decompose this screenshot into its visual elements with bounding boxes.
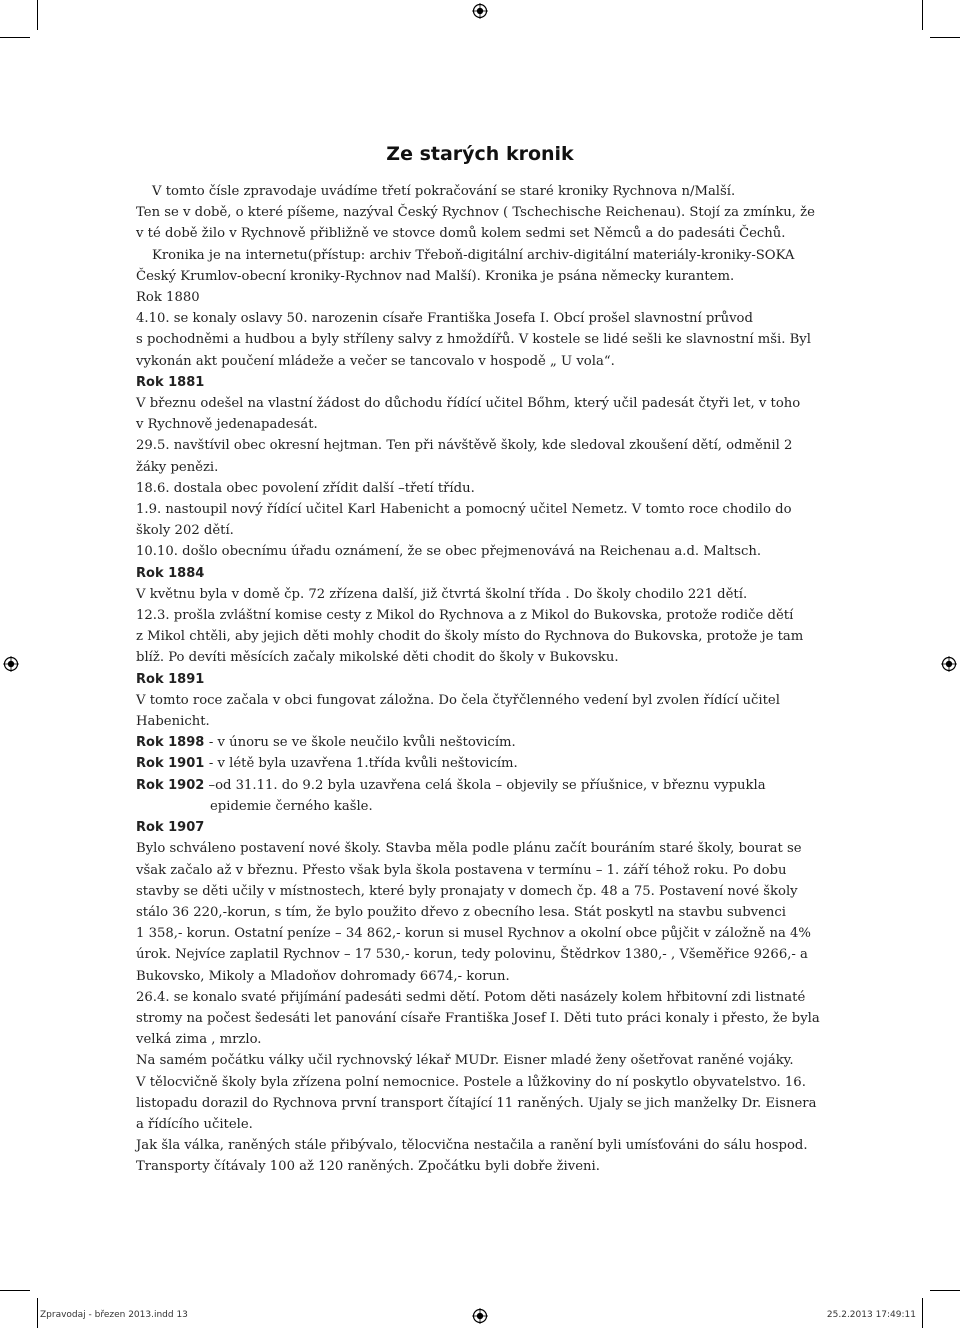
text-line: listopadu dorazil do Rychnova první transport čítající 11 raněných. Ujaly se jich manželky Dr. Eisnera — [136, 1095, 817, 1111]
text-line — [136, 775, 826, 796]
text-line — [136, 753, 826, 774]
text-line: stavby se děti učily v místnostech, které byly pronajaty v domech čp. 48 a 75. Postavení nové školy — [136, 883, 798, 899]
section-heading: Rok 1891 — [136, 671, 205, 687]
registration-mark-icon — [3, 656, 19, 672]
crop-mark — [0, 1290, 30, 1291]
registration-mark-icon — [472, 1308, 488, 1324]
text-line: v té době žilo v Rychnově přibližně ve stovce domů kolem sedmi set Němců a do padesáti Čechů. — [136, 226, 786, 242]
section-heading: Rok 1884 — [136, 565, 205, 581]
text-line — [136, 732, 826, 753]
crop-mark — [922, 1298, 923, 1328]
text-line: 10.10. došlo obecnímu úřadu oznámení, že se obec přejmenovává na Reichenau a.d. Maltsch. — [136, 544, 762, 560]
text-line: V březnu odešel na vlastní žádost do důchodu řídící učitel Bőhm, který učil padesát čtyři let, v toho — [136, 396, 801, 412]
year-label: Rok 1902 — [136, 777, 205, 793]
crop-mark — [0, 37, 30, 38]
text-line: žáky penězi. — [136, 459, 219, 475]
page-title: Ze starých kronik — [386, 143, 574, 165]
text-line: Kronika je na internetu(přístup: archiv Třeboň-digitální archiv-digitální materiály-kroniky-SOKA — [152, 247, 795, 263]
text-line: Bylo schváleno postavení nové školy. Stavba měla podle plánu začít bouráním staré školy, bourat se — [136, 841, 802, 857]
text-line: však začalo až v březnu. Přesto však byla škola postavena v termínu – 1. září téhož roku. Po dobu — [136, 862, 787, 878]
registration-mark-icon — [941, 656, 957, 672]
text-line: úrok. Nejvíce zaplatil Rychnov – 17 530,- korun, tedy polovinu, Štědrkov 1380,- , Všeměřice 9266,- a — [136, 947, 808, 963]
text-line: V květnu byla v domě čp. 72 zřízena další, již čtvrtá školní třída . Do školy chodilo 221 dětí. — [136, 586, 748, 602]
crop-mark — [37, 0, 38, 30]
text-line: 1.9. nastoupil nový řídící učitel Karl Habenicht a pomocný učitel Nemetz. V tomto roce chodilo do — [136, 502, 792, 518]
print-timestamp: 25.2.2013 17:49:11 — [826, 1310, 916, 1320]
text-line: 1 358,- korun. Ostatní peníze – 34 862,- korun si musel Rychnov a okolní obce půjčit v záložně na 4% — [136, 926, 811, 942]
section-heading: Rok 1881 — [136, 374, 205, 390]
registration-mark-icon — [472, 3, 488, 19]
crop-mark — [922, 0, 923, 30]
crop-mark — [930, 1290, 960, 1291]
text-line: vykonán akt poučení mládeže a večer se tancovalo v hospodě „ U vola“. — [136, 353, 615, 369]
text-line: velká zima , mrzlo. — [136, 1032, 262, 1048]
text-line: Na samém počátku války učil rychnovský lékař MUDr. Eisner mladé ženy ošetřovat raněné vojáky. — [136, 1053, 794, 1069]
text-line: 29.5. navštívil obec okresní hejtman. Ten při návštěvě školy, kde sledoval zkoušení dětí, odměnil 2 — [136, 438, 793, 454]
file-slug: Zpravodaj - březen 2013.indd 13 — [40, 1310, 188, 1320]
crop-mark — [37, 1298, 38, 1328]
text-line: Transporty čítávaly 100 až 120 raněných. Zpočátku byli dobře živeni. — [136, 1159, 600, 1175]
text-line: Ten se v době, o které píšeme, nazýval Český Rychnov ( Tschechische Reichenau). Stojí za zmínku, že — [136, 205, 815, 221]
text-line: s pochodněmi a hudbou a byly stříleny salvy z hmoždířů. V kostele se lidé sešli ke slavnostní mši. Byl — [136, 332, 811, 348]
text-line: V tomto roce začala v obci fungovat záložna. Do čela čtyřčlenného vedení byl zvolen řídící učitel — [136, 692, 780, 708]
crop-mark — [930, 37, 960, 38]
year-label: Rok 1898 — [136, 735, 209, 751]
text-line: V tomto čísle zpravodaje uvádíme třetí pokračování se staré kroniky Rychnova n/Malší. — [152, 184, 736, 199]
text-line: Český Krumlov-obecní kroniky-Rychnov nad Malší). Kronika je psána německy kurantem. — [136, 268, 735, 284]
text-line: Bukovsko, Mikoly a Mladoňov dohromady 6674,- korun. — [136, 968, 510, 984]
text-line: Habenicht. — [136, 714, 210, 730]
text-line: stromy na počest šedesáti let panování císaře Františka Josef I. Děti tuto práci konaly i přesto, že byla — [136, 1010, 820, 1026]
entry-text: - v létě byla uzavřena 1.třída kvůli neštovicím. — [208, 756, 518, 772]
text-line: 18.6. dostala obec povolení zřídit další –třetí třídu. — [136, 480, 475, 496]
text-line: 12.3. prošla zvláštní komise cesty z Mikol do Rychnova a z Mikol do Bukovska, protože rodiče dětí — [136, 608, 794, 624]
text-line: blíž. Po devíti měsících začaly mikolské děti chodit do školy v Bukovsku. — [136, 650, 619, 666]
text-line: 4.10. se konaly oslavy 50. narozenin císaře Františka Josefa I. Obcí prošel slavnostní průvod — [136, 311, 753, 327]
text-line: epidemie černého kašle. — [210, 798, 373, 814]
entry-text: –od 31.11. do 9.2 byla uzavřena celá škola – objevily se příušnice, v březnu vypukla — [204, 777, 766, 793]
text-line: Jak šla válka, raněných stále přibývalo, tělocvična nestačila a ranění byli umísťováni do sálu hospod. — [136, 1138, 808, 1154]
entry-text: - v únoru se ve škole neučilo kvůli neštovicím. — [208, 735, 516, 751]
text-line: a řídícího učitele. — [136, 1116, 253, 1132]
text-line: 26.4. se konalo svaté přijímání padesáti sedmi dětí. Potom děti nasázely kolem hřbitovní zdi listnaté — [136, 989, 806, 1005]
text-line: V tělocvičně školy byla zřízena polní nemocnice. Postele a lůžkoviny do ní poskytlo obyvatelstvo. 16. — [136, 1074, 806, 1090]
text-line: školy 202 dětí. — [136, 523, 234, 539]
section-heading: Rok 1907 — [136, 820, 205, 836]
article-body — [136, 181, 826, 1178]
text-line: v Rychnově jedenapadesát. — [136, 417, 318, 433]
text-line: z Mikol chtěli, aby jejich děti mohly chodit do školy místo do Rychnova do Bukovska, protože je tam — [136, 629, 804, 645]
text-line: Rok 1880 — [136, 290, 200, 306]
year-label: Rok 1901 — [136, 756, 209, 772]
text-line: stálo 36 220,-korun, s tím, že bylo použito dřevo z obecního lesa. Stát poskytl na stavbu subvenci — [136, 904, 787, 920]
